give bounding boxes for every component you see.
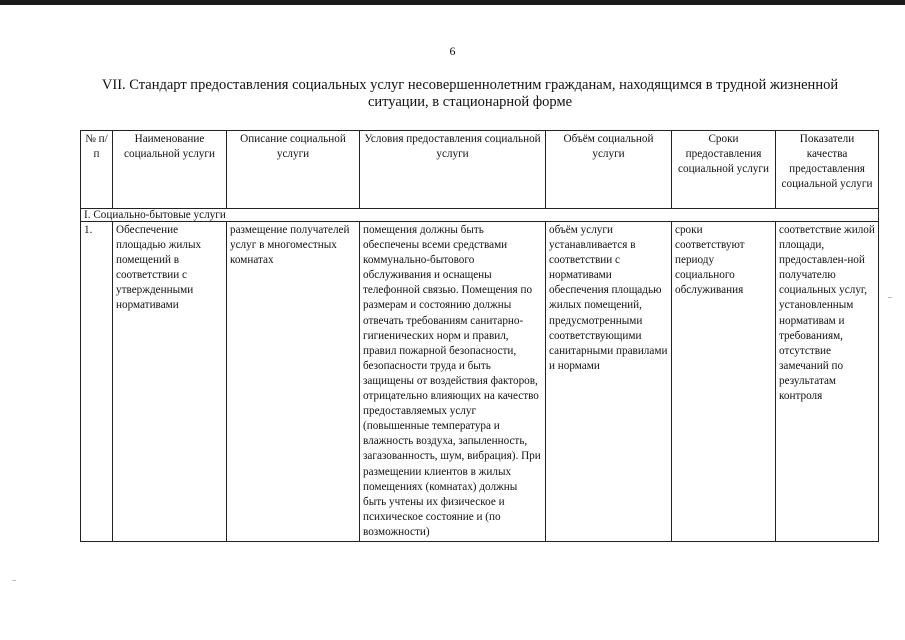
page-number: 6: [449, 44, 456, 58]
header-service-name: Наименование социальной услуги: [113, 131, 227, 209]
cell-service-name: Обеспечение площадью жилых помещений в соответствии с утвержденными нормативами: [113, 222, 227, 542]
header-description: Описание социальной услуги: [227, 131, 360, 209]
header-conditions: Условия предоставления социальной услуги: [360, 131, 546, 209]
header-volume: Объём социальной услуги: [546, 131, 672, 209]
table-header-row: [81, 131, 879, 209]
scan-artifact: [888, 297, 892, 298]
header-terms: Сроки предоставления социальной услуги: [672, 131, 776, 209]
section-title: [70, 77, 870, 111]
cell-num: 1.: [81, 222, 113, 542]
table-row: [81, 222, 879, 542]
header-quality: Показатели качества предоставления социальной услуги: [776, 131, 879, 209]
scan-artifact: [12, 580, 16, 581]
header-num: № п/п: [81, 131, 113, 209]
service-standard-table: [80, 130, 879, 542]
cell-terms: сроки соответствуют периоду социального обслуживания: [672, 222, 776, 542]
cell-quality: соответствие жилой площади, предоставлен-ной получателю социальных услуг, установленным нормативам и требованиям, отсутствие замечаний по результатам контроля: [776, 222, 879, 542]
cell-conditions: помещения должны быть обеспечены всеми средствами коммунально-бытового обслуживания и оснащены телефонной связью. Помещения по размерам и состоянию должны отвечать требованиям санитарно-гигиенических норм и правил, правил пожарной безопасности, безопасности труда и быть защищены от воздействия факторов, отрицательно влияющих на качество предоставляемых услуг (повышенные температура и влажность воздуха, запыленность, загазованность, шум, вибрация). При размещении клиентов в жилых помещениях (комнатах) должны быть учтены их физическое и психическое состояние и (по возможности): [360, 222, 546, 542]
group-row: [81, 209, 879, 222]
cell-volume: объём услуги устанавливается в соответствии с нормативами обеспечения площадью жилых помещений, предусмотренными соответствующими санитарными правилами и нормами: [546, 222, 672, 542]
cell-description: размещение получателей услуг в многоместных комнатах: [227, 222, 360, 542]
group-label: I. Социально-бытовые услуги: [81, 209, 879, 222]
section-title-line-1: VII. Стандарт предоставления социальных услуг несовершеннолетним гражданам, находящимся в трудной жизненной: [101, 77, 839, 93]
scan-top-edge: [0, 0, 905, 5]
section-title-line-2: ситуации, в стационарной форме: [367, 94, 573, 110]
